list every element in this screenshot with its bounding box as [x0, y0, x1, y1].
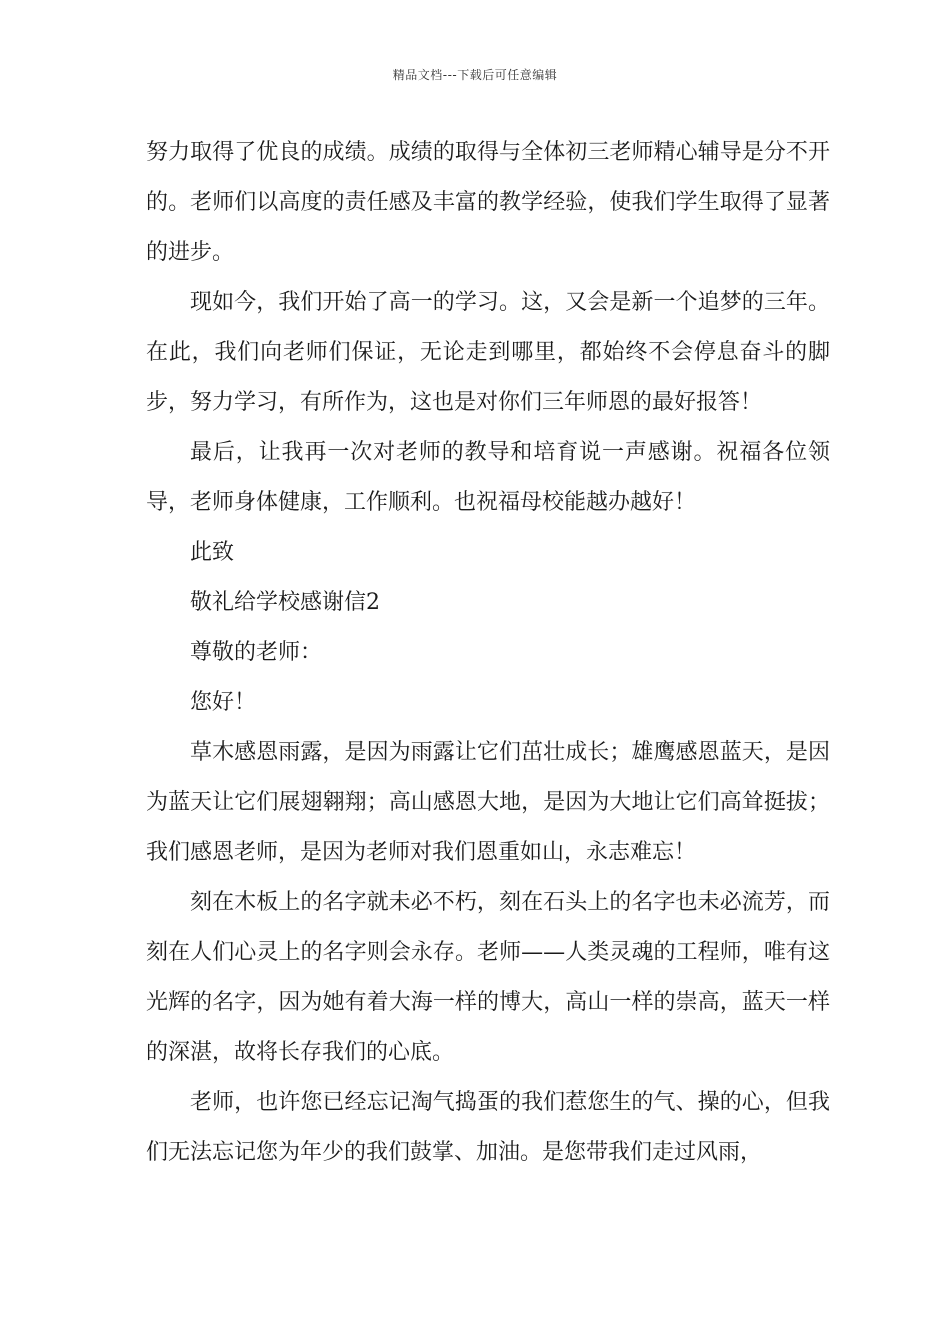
paragraph: 最后，让我再一次对老师的教导和培育说一声感谢。祝福各位领导，老师身体健康，工作顺利。也祝福母校能越办越好！: [146, 440, 830, 515]
document-body: [146, 128, 830, 1178]
greeting: 您好！: [190, 690, 257, 715]
page-header: 精品文档---下载后可任意编辑: [392, 68, 558, 82]
paragraph: 草木感恩雨露，是因为雨露让它们茁壮成长；雄鹰感恩蓝天，是因为蓝天让它们展翅翱翔；高山感恩大地，是因为大地让它们高耸挺拔；我们感恩老师，是因为老师对我们恩重如山，永志难忘！: [146, 740, 830, 865]
closing-line: 此致: [190, 540, 235, 565]
paragraph: 刻在木板上的名字就未必不朽，刻在石头上的名字也未必流芳，而刻在人们心灵上的名字则会永存。老师——人类灵魂的工程师，唯有这光辉的名字，因为她有着大海一样的博大，高山一样的崇高，蓝天一样的深湛，故将长存我们的心底。: [146, 890, 830, 1065]
paragraph: 努力取得了优良的成绩。成绩的取得与全体初三老师精心辅导是分不开的。老师们以高度的责任感及丰富的教学经验，使我们学生取得了显著的进步。: [146, 140, 830, 265]
section-title: 敬礼给学校感谢信2: [190, 590, 380, 615]
paragraph: 现如今，我们开始了高一的学习。这，又会是新一个追梦的三年。在此，我们向老师们保证，无论走到哪里，都始终不会停息奋斗的脚步，努力学习，有所作为，这也是对你们三年师恩的最好报答！: [146, 290, 830, 415]
salutation: 尊敬的老师：: [190, 640, 323, 665]
paragraph: 老师，也许您已经忘记淘气捣蛋的我们惹您生的气、操的心，但我们无法忘记您为年少的我们鼓掌、加油。是您带我们走过风雨，: [146, 1090, 830, 1165]
